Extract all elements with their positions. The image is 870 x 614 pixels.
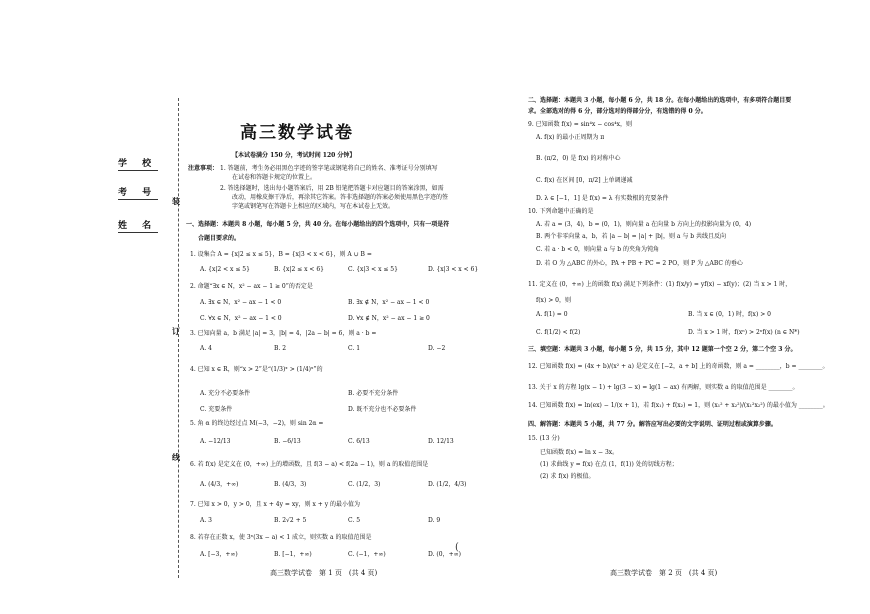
q4-option-d: D. 既不充分也不必要条件 bbox=[348, 406, 417, 413]
q7-option-d: D. 9 bbox=[428, 517, 441, 524]
q6-option-b: B. (4/3，3) bbox=[274, 481, 307, 488]
q6-option-d: D. (1/2，4/3) bbox=[428, 481, 467, 488]
binding-char-ding: 订 bbox=[172, 326, 180, 336]
q3-stem: 3. 已知向量 a，b 满足 |a| = 3，|b| = 4，|2a − b| = 6，则 a · b = bbox=[190, 330, 377, 337]
section1-heading: 一、选择题：本题共 8 小题，每小题 5 分，共 40 分。在每小题给出的四个选项中，只有一项是符 bbox=[186, 221, 450, 228]
q4-option-b: B. 必要不充分条件 bbox=[348, 390, 399, 397]
q8-option-a: A. [−3，+∞) bbox=[200, 551, 238, 558]
binding-dashed-line bbox=[178, 98, 179, 578]
note-line-2: 在试卷和答题卡规定的位置上。 bbox=[232, 174, 317, 181]
name-field-label: 姓 名 bbox=[118, 221, 158, 231]
q8-stem: 8. 若存在正数 x，使 3ˣ(3x − a) < 1 成立，则实数 a 的取值范围是 bbox=[190, 534, 372, 541]
q8-option-d: D. (0，+∞) bbox=[428, 551, 461, 558]
q7-stem: 7. 已知 x > 0，y > 0，且 x + 4y = xy，则 x + y 的最小值为 bbox=[190, 501, 361, 508]
section4-heading: 四、解答题：本题共 5 小题，共 77 分。解答应写出必要的文字说明、证明过程或演算步骤。 bbox=[528, 421, 777, 428]
q15-stem: 已知函数 f(x) = ln x − 3x。 bbox=[540, 449, 619, 456]
page1-footer: 高三数学试卷 第 1 页 (共 4 页) bbox=[270, 569, 378, 577]
exam-title: 高三数学试卷 bbox=[240, 123, 354, 143]
name-field-line bbox=[118, 232, 158, 233]
q3-option-b: B. 2 bbox=[274, 345, 287, 352]
note-line-1: 1. 答题前，考生务必用黑色字迹的签字笔或钢笔将自己的姓名、准考证号分别填写 bbox=[220, 165, 438, 172]
q7-option-b: B. 2√2 + 5 bbox=[274, 517, 307, 524]
stray-mark: ( bbox=[455, 542, 459, 553]
q11-stem-cont: f(x) > 0，则 bbox=[536, 297, 571, 304]
q11-option-d: D. 当 x > 1 时，f(xⁿ) > 2ⁿf(x) (n ∈ N*) bbox=[688, 329, 800, 336]
q9-option-b: B. (π/2，0) 是 f(x) 的对称中心 bbox=[536, 155, 621, 162]
q15-part1: (1) 求曲线 y = f(x) 在点 (1，f(1)) 处的切线方程； bbox=[540, 461, 678, 468]
q2-option-c: C. ∀x ∈ N，x² − ax − 1 < 0 bbox=[200, 315, 282, 322]
q4-option-a: A. 充分不必要条件 bbox=[200, 390, 251, 397]
q11-stem: 11. 定义在 (0，+∞) 上的函数 f(x) 满足下列条件：(1) f(x/y) = yf(x) − xf(y)；(2) 当 x > 1 时， bbox=[528, 281, 792, 288]
note-line-5: 字笔或钢笔写在答题卡上相应的区域内，写在本试卷上无效。 bbox=[232, 203, 395, 210]
q2-option-d: D. ∀x ∉ N，x² − ax − 1 ≥ 0 bbox=[348, 315, 430, 322]
q8-option-c: C. (−1，+∞) bbox=[348, 551, 386, 558]
q1-option-d: D. {x|3 < x < 6} bbox=[428, 266, 479, 273]
q12-text: 12. 已知函数 f(x) = (4x + b)/(x² + a) 是定义在 [−2，a + b] 上的奇函数，则 a = ________，b = ________。 bbox=[528, 363, 829, 370]
page2-footer: 高三数学试卷 第 2 页 (共 4 页) bbox=[610, 569, 718, 577]
q9-stem: 9. 已知函数 f(x) = sin⁴x − cos⁴x，则 bbox=[528, 121, 633, 128]
school-field-label: 学 校 bbox=[118, 159, 158, 169]
q11-option-c: C. f(1/2) < f(2) bbox=[536, 329, 581, 336]
binding-char-zhuang: 装 bbox=[172, 196, 180, 206]
q9-option-c: C. f(x) 在区间 [0，π/2] 上单调递减 bbox=[536, 177, 633, 184]
q11-option-b: B. 当 x ∈ (0，1) 时，f(x) > 0 bbox=[688, 311, 771, 318]
q3-option-d: D. −2 bbox=[428, 345, 446, 352]
q2-option-b: B. ∃x ∉ N，x² − ax − 1 < 0 bbox=[348, 299, 430, 306]
exam-number-field-line bbox=[118, 199, 158, 200]
q6-option-c: C. (1/2，3) bbox=[348, 481, 381, 488]
notes-label: 注意事项： bbox=[188, 165, 219, 172]
q10-option-c: C. 若 a · b < 0，则向量 a 与 b 的夹角为钝角 bbox=[536, 246, 659, 253]
q15-part2: (2) 求 f(x) 的极值。 bbox=[540, 473, 595, 480]
q5-stem: 5. 角 α 的终边经过点 M(−3，−2)，则 sin 2α = bbox=[190, 420, 324, 427]
q1-stem: 1. 设集合 A = {x|2 ≤ x ≤ 5}，B = {x|3 < x < 6}，则 A ∪ B = bbox=[190, 251, 372, 258]
q7-option-a: A. 3 bbox=[200, 517, 212, 524]
exam-number-field-label: 考 号 bbox=[118, 188, 158, 198]
q3-option-c: C. 1 bbox=[348, 345, 361, 352]
q6-stem: 6. 若 f(x) 是定义在 (0，+∞) 上的增函数，且 f(3 − a) < f(2a − 1)，则 a 的取值范围是 bbox=[190, 461, 429, 468]
school-field-line bbox=[118, 170, 158, 171]
q2-stem: 2. 命题“∃x ∈ N，x² − ax − 1 ≥ 0”的否定是 bbox=[190, 283, 313, 290]
q14-text: 14. 已知函数 f(x) = ln(ex) − 1/(x + 1)，若 f(x₁) + f(x₂) = 1，则 (x₁² + x₂²)/(x₁²x₂²) 的最小值为 ________。 bbox=[528, 402, 829, 409]
q7-option-c: C. 5 bbox=[348, 517, 361, 524]
q13-text: 13. 关于 x 的方程 lg(x − 1) + lg(3 − x) = lg(1 − ax) 有两解，则实数 a 的取值范围是 ________。 bbox=[528, 384, 799, 391]
q1-option-b: B. {x|2 ≤ x < 6} bbox=[274, 266, 324, 273]
q6-option-a: A. (4/3，+∞) bbox=[200, 481, 239, 488]
q15-heading: 15. (13 分) bbox=[528, 435, 560, 442]
q1-option-a: A. {x|2 < x ≤ 5} bbox=[200, 266, 250, 273]
q5-option-b: B. −6/13 bbox=[274, 438, 301, 445]
q4-option-c: C. 充要条件 bbox=[200, 406, 233, 413]
q5-option-c: C. 6/13 bbox=[348, 438, 370, 445]
section3-heading: 三、填空题：本题共 3 小题，每小题 5 分，共 15 分，其中 12 题第一个空 2 分，第二个空 3 分。 bbox=[528, 346, 797, 353]
q3-option-a: A. 4 bbox=[200, 345, 212, 352]
section1-heading-cont: 合题目要求的。 bbox=[198, 235, 241, 242]
section2-heading-cont: 求。全部选对的得 6 分，部分选对的得部分分，有选错的得 0 分。 bbox=[528, 108, 707, 115]
q1-option-c: C. {x|3 < x ≤ 5} bbox=[348, 266, 398, 273]
section2-heading: 二、选择题：本题共 3 小题，每小题 6 分，共 18 分。在每小题给出的选项中，有多项符合题目要 bbox=[528, 97, 792, 104]
q10-option-d: D. 若 O 为 △ABC 的外心，PA + PB + PC = 2 PO，则 P 为 △ABC 的垂心 bbox=[536, 260, 743, 267]
note-line-4: 改动，用橡皮擦干净后，再涂其它答案。答非选择题的答案必须使用黑色字迹的签 bbox=[232, 194, 449, 201]
q8-option-b: B. [−1，+∞) bbox=[274, 551, 312, 558]
q9-option-a: A. f(x) 的最小正周期为 π bbox=[536, 134, 605, 141]
q5-option-d: D. 12/13 bbox=[428, 438, 454, 445]
q2-option-a: A. ∃x ∈ N，x² − ax − 1 < 0 bbox=[200, 299, 282, 306]
q4-stem: 4. 已知 x ∈ R，则“x > 2”是“(1/3)ˣ > (1/4)ˣ”的 bbox=[190, 366, 323, 373]
q9-option-d: D. λ ∈ [−1，1] 是 f(x) = λ 有实数根的充要条件 bbox=[536, 195, 669, 202]
q5-option-a: A. −12/13 bbox=[200, 438, 231, 445]
q11-option-a: A. f(1) = 0 bbox=[536, 311, 568, 318]
q10-option-a: A. 若 a = (3，4)，b = (0，1)，则向量 a 在向量 b 方向上的投影向量为 (0，4) bbox=[536, 221, 752, 228]
note-line-3: 2. 答选择题时，选出每小题答案后，用 2B 铅笔把答题卡对应题目的答案涂黑，如需 bbox=[220, 185, 444, 192]
q10-option-b: B. 两个非零向量 a，b，若 |a − b| = |a| + |b|，则 a 与 b 共线且反向 bbox=[536, 233, 726, 240]
q10-stem: 10. 下列命题中正确的是 bbox=[528, 208, 594, 215]
binding-char-xian: 线 bbox=[172, 452, 180, 462]
exam-meta: 【本试卷满分 150 分，考试时间 120 分钟】 bbox=[232, 152, 356, 159]
